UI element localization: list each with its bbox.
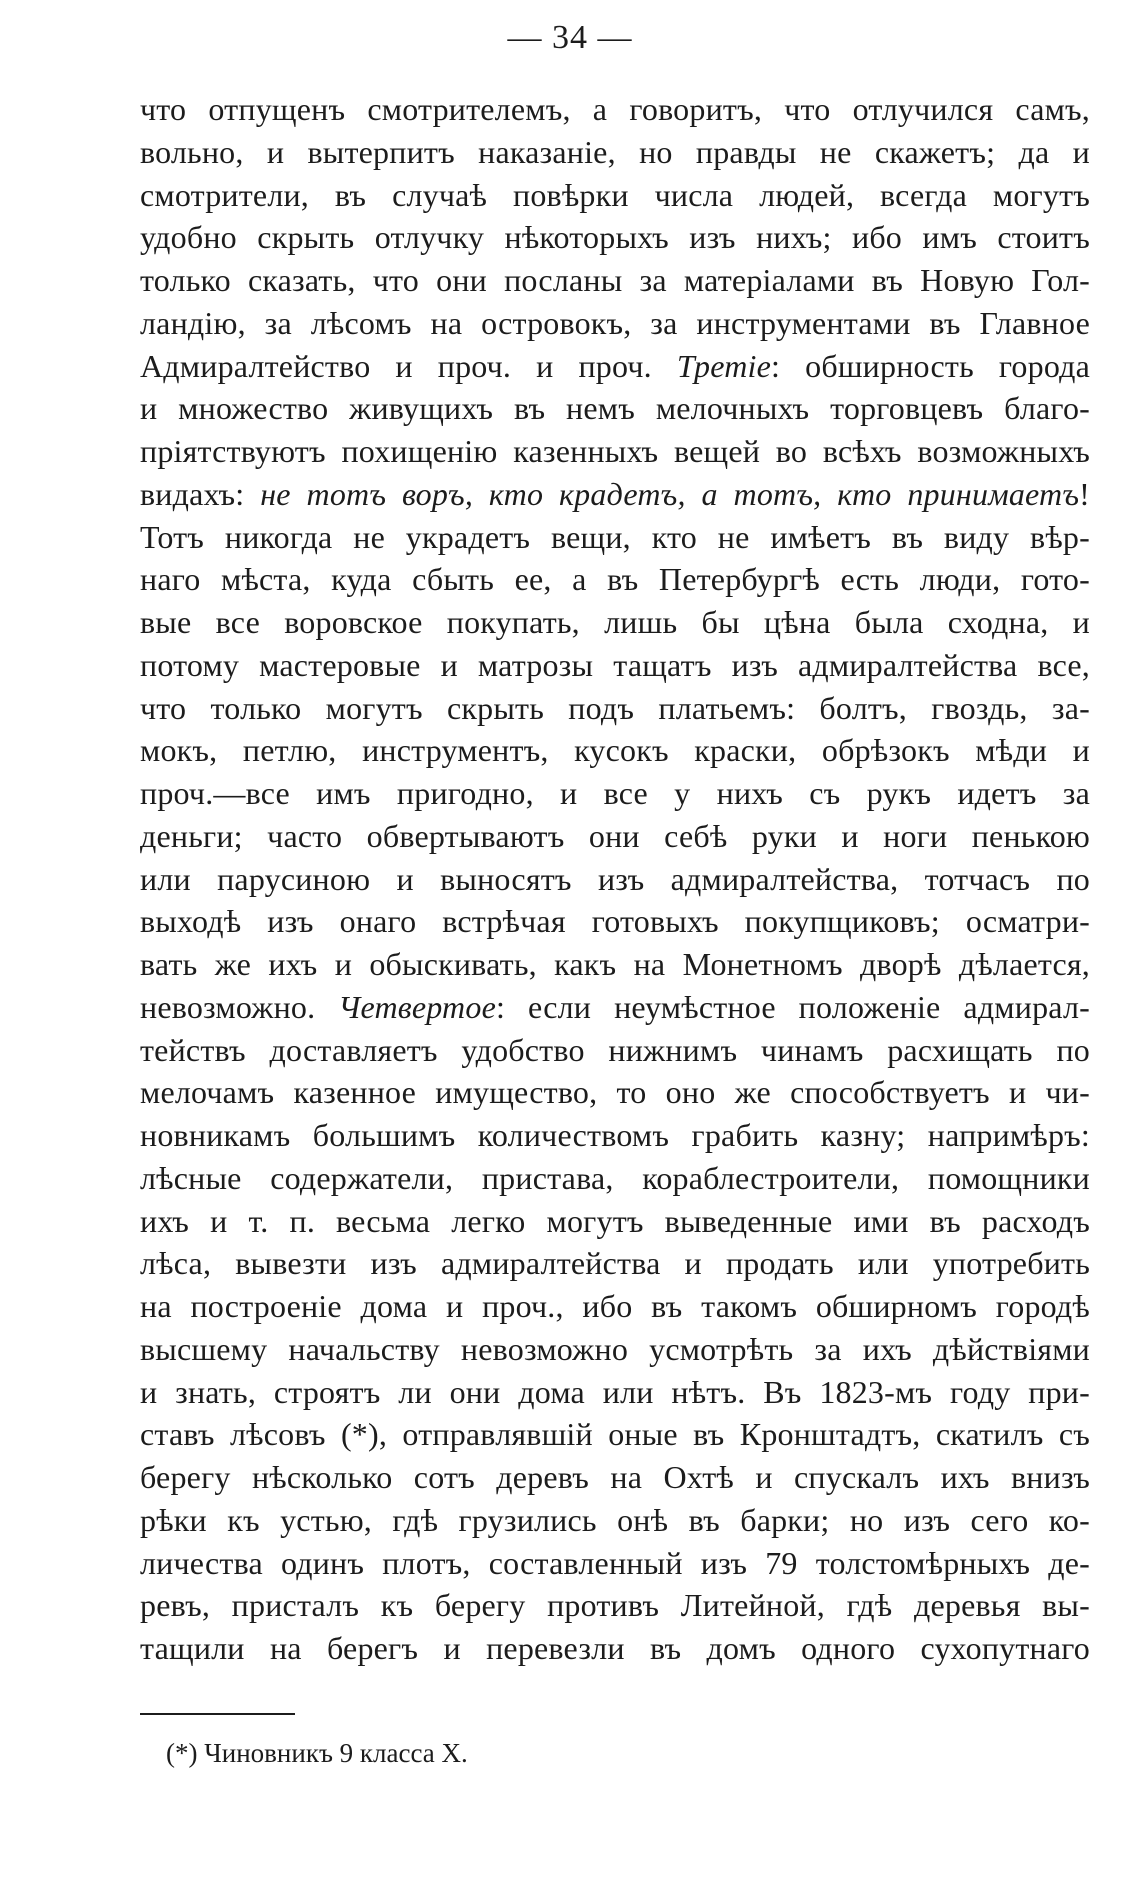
text-segment: ландію, за лѣсомъ на островокъ, за инструментами въ Главное (140, 304, 1090, 341)
text-segment: новникамъ большимъ количествомъ грабить казну; напримѣръ: (140, 1117, 1090, 1153)
footnote-divider (140, 1713, 295, 1715)
italic-phrase: Четвертое (338, 988, 496, 1025)
text-segment: высшему начальству невозможно усмотрѣть за ихъ дѣйствіями (140, 1330, 1090, 1367)
text-segment: вольно, и вытерпитъ наказаніе, но правды не скажетъ; да и (140, 133, 1090, 170)
italic-phrase: Третіе (676, 347, 772, 384)
body-text (140, 88, 1090, 1670)
text-line (140, 1456, 1090, 1499)
text-segment: наго мѣста, куда сбыть ее, а въ Петербургѣ есть люди, гото- (140, 561, 1090, 598)
text-line (140, 516, 1090, 559)
text-line (140, 1542, 1090, 1585)
text-segment: смотрители, въ случаѣ повѣрки числа людей, всегда могутъ (140, 176, 1090, 213)
text-line (140, 858, 1090, 901)
text-segment: на построеніе дома и проч., ибо въ такомъ обширномъ городѣ (140, 1288, 1090, 1324)
text-segment: тействъ доставляетъ удобство нижнимъ чинамъ расхищать по (140, 1031, 1090, 1068)
text-segment: удобно скрыть отлучку нѣкоторыхъ изъ нихъ; ибо имъ стоитъ (140, 219, 1090, 256)
text-segment: тащили на берегъ и перевезли въ домъ одного сухопутнаго (140, 1630, 1090, 1666)
text-segment: и знать, строятъ ли они дома или нѣтъ. Въ 1823-мъ году при- (140, 1373, 1090, 1410)
text-segment: ихъ и т. п. весьма легко могутъ выведенные ими въ расходъ (140, 1202, 1090, 1239)
text-line (140, 1371, 1090, 1414)
text-segment: и множество живущихъ въ немъ мелочныхъ торговцевъ благо- (140, 390, 1090, 427)
text-line (140, 302, 1090, 345)
text-segment: проч.—все имъ пригодно, и все у нихъ съ рукъ идетъ за (140, 775, 1090, 811)
italic-phrase: не тотъ воръ, кто крадетъ, а тотъ, кто принимаетъ (260, 475, 1080, 512)
text-line (140, 345, 1090, 388)
text-segment: что отпущенъ смотрителемъ, а говоритъ, что отлучился самъ, (140, 91, 1090, 127)
text-segment: пріятствуютъ похищенію казенныхъ вещей во всѣхъ возможныхъ (140, 433, 1090, 469)
text-line (140, 986, 1090, 1029)
text-line (140, 1200, 1090, 1243)
text-segment: ревъ, присталъ къ берегу противъ Литейной, гдѣ деревья вы- (140, 1587, 1090, 1624)
page-number: — 34 — (507, 19, 633, 56)
text-line (140, 473, 1090, 516)
text-line (140, 1584, 1090, 1627)
text-segment: рѣки къ устью, гдѣ грузились онѣ въ барки; но изъ сего ко- (140, 1501, 1090, 1538)
text-segment: мелочамъ казенное имущество, то оно же способствуетъ и чи- (140, 1074, 1090, 1111)
text-line (140, 1114, 1090, 1157)
text-segment: лѣса, вывезти изъ адмиралтейства и продать или употребить (140, 1245, 1090, 1282)
text-line (140, 729, 1090, 772)
text-segment: только сказать, что они посланы за матеріалами въ Новую Гол- (140, 262, 1090, 298)
text-line (140, 687, 1090, 730)
text-segment: личества одинъ плотъ, составленный изъ 79 толстомѣрныхъ де- (140, 1544, 1090, 1581)
text-line (140, 1071, 1090, 1114)
text-line (140, 131, 1090, 174)
text-line (140, 601, 1090, 644)
text-line (140, 1413, 1090, 1456)
text-segment: ! (1079, 475, 1090, 512)
text-segment: деньги; часто обвертываютъ они себѣ руки и ноги пенькою (140, 817, 1090, 854)
text-line (140, 943, 1090, 986)
text-segment: выходѣ изъ онаго встрѣчая готовыхъ покупщиковъ; осматри- (140, 903, 1090, 940)
text-segment: Адмиралтейство и проч. и проч. (140, 347, 677, 384)
text-segment: Тотъ никогда не украдетъ вещи, кто не имѣетъ въ виду вѣр- (140, 518, 1090, 555)
text-line (140, 1285, 1090, 1328)
text-line (140, 1157, 1090, 1200)
text-line (140, 644, 1090, 687)
text-line (140, 1242, 1090, 1285)
text-segment: вать же ихъ и обыскивать, какъ на Монетномъ дворѣ дѣлается, (140, 946, 1090, 982)
text-segment: берегу нѣсколько сотъ деревъ на Охтѣ и спускалъ ихъ внизъ (140, 1459, 1090, 1495)
text-segment: : если неумѣстное положеніе адмирал- (495, 988, 1090, 1025)
text-line (140, 430, 1090, 473)
text-segment: видахъ: (140, 475, 261, 512)
footnote: (*) Чиновникъ 9 класса Х. (166, 1738, 468, 1768)
text-segment: потому мастеровые и матрозы тащатъ изъ адмиралтейства все, (140, 646, 1090, 683)
text-segment: : обширность города (771, 347, 1090, 384)
text-segment: невозможно. (140, 988, 339, 1025)
text-line (140, 259, 1090, 302)
text-line (140, 1499, 1090, 1542)
text-line (140, 1029, 1090, 1072)
text-segment: вые все воровское покупать, лишь бы цѣна была сходна, и (140, 604, 1090, 640)
text-segment: что только могутъ скрыть подъ платьемъ: болтъ, гвоздь, за- (140, 689, 1090, 726)
text-line (140, 88, 1090, 131)
text-segment: лѣсные содержатели, пристава, кораблестроители, помощники (140, 1159, 1090, 1196)
text-line (140, 558, 1090, 601)
text-line (140, 387, 1090, 430)
text-line (140, 216, 1090, 259)
text-segment: мокъ, петлю, инструментъ, кусокъ краски, обрѣзокъ мѣди и (140, 732, 1090, 769)
text-line (140, 815, 1090, 858)
text-segment: ставъ лѣсовъ (*), отправлявшій оные въ Кронштадтъ, скатилъ съ (140, 1416, 1090, 1453)
text-line (140, 1627, 1090, 1670)
text-segment: или парусиною и выносятъ изъ адмиралтейства, тотчасъ по (140, 860, 1090, 897)
text-line (140, 900, 1090, 943)
text-line (140, 1328, 1090, 1371)
text-line (140, 174, 1090, 217)
text-line (140, 772, 1090, 815)
